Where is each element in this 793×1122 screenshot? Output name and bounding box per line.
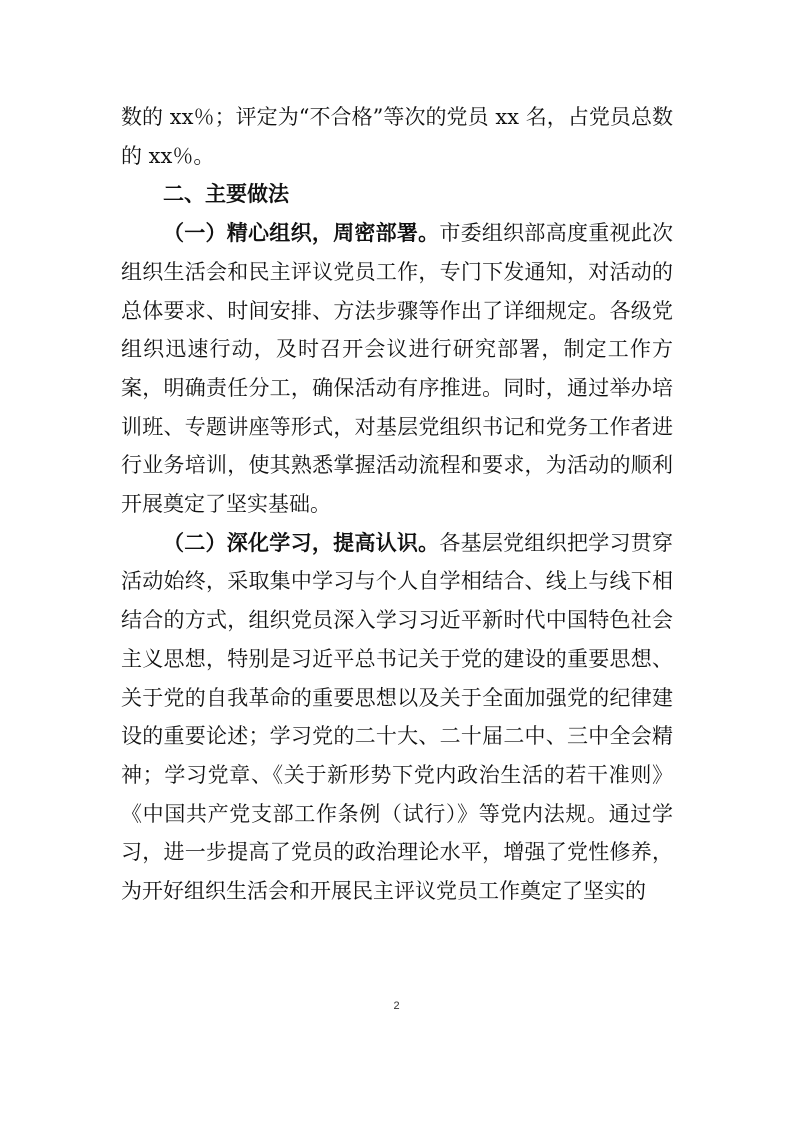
section-heading: 二、主要做法 [163,182,289,207]
item-1-title: （一）精心组织，周密部署。 [163,221,440,246]
body-text [121,98,673,911]
item-2-title: （二）深化学习，提高认识。 [163,530,440,555]
paragraph-statistics: 数的 xx％；评定为“不合格”等次的党员 xx 名，占党员总数的 xx％。 [121,105,673,168]
item-2-body: 各基层党组织把学习贯穿活动始终，采取集中学习与个人自学相结合、线上与线下相结合的方式，组织党员深入学习习近平新时代中国特色社会主义思想，特别是习近平总书记关于党的建设的重要思想、关于党的自我革命的重要思想以及关于全面加强党的纪律建设的重要论述；学习党的二十大、二十届二中、三中全会精神；学习党章、《关于新形势下党内政治生活的若干准则》《中国共产党支部工作条例（试行）》等党内法规。通过学习，进一步提高了党员的政治理论水平，增强了党性修养，为开好组织生活会和开展民主评议党员工作奠定了坚实的 [121,530,673,904]
paragraph-item-2 [121,524,673,911]
paragraph-item-1 [121,214,673,524]
item-1-body: 市委组织部高度重视此次组织生活会和民主评议党员工作，专门下发通知，对活动的总体要求、时间安排、方法步骤等作出了详细规定。各级党组织迅速行动，及时召开会议进行研究部署，制定工作方案，明确责任分工，确保活动有序推进。同时，通过举办培训班、专题讲座等形式，对基层党组织书记和党务工作者进行业务培训，使其熟悉掌握活动流程和要求，为活动的顺利开展奠定了坚实基础。 [121,221,673,517]
page-number: 2 [393,1000,400,1012]
